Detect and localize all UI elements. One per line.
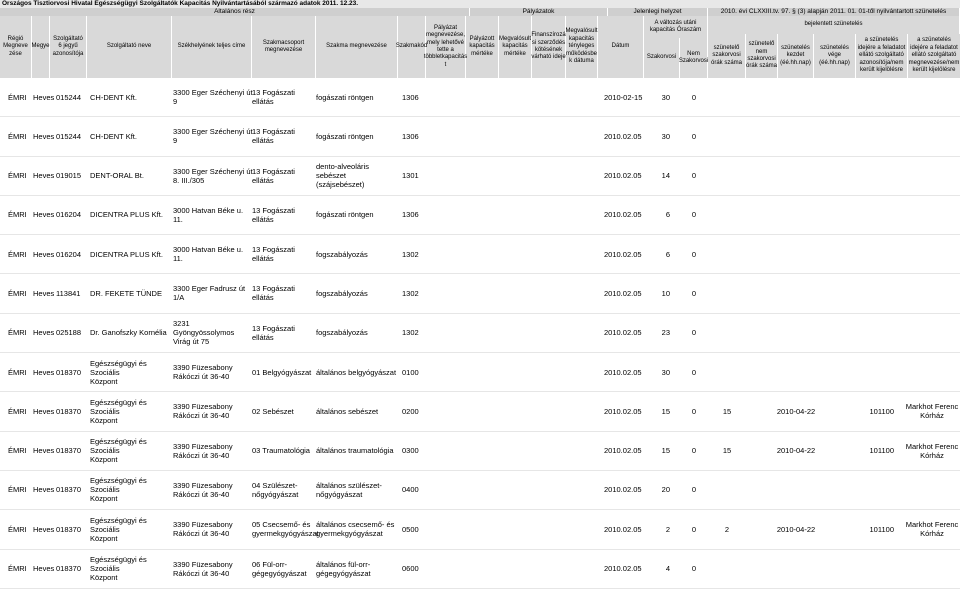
cell-specialty-group: 01 Belgyógyászat bbox=[252, 367, 312, 377]
cell-date: 2010.02.05 bbox=[604, 485, 642, 495]
cell-susp-specialist bbox=[708, 196, 746, 234]
cell-susp-start bbox=[776, 235, 816, 273]
col-suspension-group: bejelentett szünetelés bbox=[708, 16, 960, 34]
cell-region: ÉMRI bbox=[8, 524, 27, 534]
cell-susp-specialist bbox=[708, 471, 746, 509]
cell-specialty-code: 0500 bbox=[402, 524, 419, 534]
cell-substitute-code bbox=[858, 78, 894, 116]
cell-region: ÉMRI bbox=[8, 446, 27, 456]
col-susp-non-specialist: szünetelő nem szakorvosi órák száma bbox=[746, 34, 778, 78]
cell-date: 2010.02.05 bbox=[604, 131, 642, 141]
cell-region: ÉMRI bbox=[8, 249, 27, 259]
cell-provider-name: Egészségügyi és Szociális Központ bbox=[90, 437, 147, 465]
cell-provider-name: Egészségügyi és Szociális Központ bbox=[90, 397, 147, 425]
cell-address: 3390 Füzesabony Rákóczi út 36-40 bbox=[173, 441, 233, 460]
cell-specialty-group: 13 Fogászati ellátás bbox=[252, 205, 295, 224]
group-general: Általános rész bbox=[0, 8, 470, 16]
group-current: Jelenlegi helyzet bbox=[608, 8, 708, 16]
cell-specialty-group: 05 Csecsemő- és gyermekgyógyászat bbox=[252, 520, 319, 539]
cell-address: 3231 Gyöngyössolymos Virág út 75 bbox=[173, 319, 235, 347]
cell-substitute-name: Markhot Ferenc Kórház bbox=[905, 520, 959, 539]
cell-specialty-code: 0100 bbox=[402, 367, 419, 377]
cell-susp-start bbox=[776, 353, 816, 391]
cell-region: ÉMRI bbox=[8, 564, 27, 574]
cell-provider-id: 018370 bbox=[56, 524, 82, 534]
col-hours-group: A változás utáni kapacitás Óraszám bbox=[644, 16, 708, 38]
cell-susp-start: 2010-04-22 bbox=[776, 524, 816, 534]
cell-provider-name: DICENTRA PLUS Kft. bbox=[90, 210, 163, 220]
cell-county: Heves bbox=[33, 406, 55, 416]
cell-substitute-name bbox=[904, 274, 960, 312]
cell-specialist-hours: 6 bbox=[665, 210, 670, 220]
cell-region: ÉMRI bbox=[8, 171, 27, 181]
cell-address: 3390 Füzesabony Rákóczi út 36-40 bbox=[173, 402, 233, 421]
col-financing-date: Finanszírozá si szerződés kötésének várható ideje bbox=[532, 16, 566, 78]
cell-non-specialist-hours: 0 bbox=[691, 288, 696, 298]
cell-specialty-code: 0200 bbox=[402, 406, 419, 416]
cell-specialty-code: 1302 bbox=[402, 288, 419, 298]
cell-susp-start bbox=[776, 117, 816, 155]
table-row bbox=[0, 78, 960, 117]
cell-specialist-hours: 4 bbox=[665, 564, 670, 574]
cell-county: Heves bbox=[33, 131, 55, 141]
cell-address: 3390 Füzesabony Rákóczi út 36-40 bbox=[173, 520, 233, 539]
cell-non-specialist-hours: 0 bbox=[691, 406, 696, 416]
col-realized-capacity: Megvalósult kapacitás mértéke bbox=[499, 16, 532, 78]
cell-non-specialist-hours: 0 bbox=[691, 249, 696, 259]
cell-specialty-group: 03 Traumatológia bbox=[252, 446, 310, 456]
cell-specialty-name: fogszabályozás bbox=[316, 288, 368, 298]
cell-county: Heves bbox=[33, 249, 55, 259]
cell-date: 2010.02.05 bbox=[604, 249, 642, 259]
col-county: Megye bbox=[32, 16, 50, 78]
cell-substitute-code bbox=[858, 117, 894, 155]
cell-substitute-code bbox=[858, 196, 894, 234]
cell-provider-name: DICENTRA PLUS Kft. bbox=[90, 249, 163, 259]
cell-provider-id: 019015 bbox=[56, 171, 82, 181]
cell-substitute-name bbox=[904, 235, 960, 273]
cell-specialist-hours: 2 bbox=[665, 524, 670, 534]
cell-provider-id: 015244 bbox=[56, 131, 82, 141]
cell-address: 3390 Füzesabony Rákóczi út 36-40 bbox=[173, 480, 233, 499]
cell-substitute-code bbox=[858, 157, 894, 195]
cell-provider-name: Egészségügyi és Szociális Központ bbox=[90, 555, 147, 583]
cell-provider-id: 016204 bbox=[56, 210, 82, 220]
cell-provider-name: Dr. Ganofszky Kornélia bbox=[90, 328, 167, 338]
cell-susp-start bbox=[776, 314, 816, 352]
cell-substitute-name bbox=[904, 78, 960, 116]
cell-region: ÉMRI bbox=[8, 406, 27, 416]
cell-non-specialist-hours: 0 bbox=[691, 131, 696, 141]
cell-address: 3300 Eger Széchenyi út 8. III./305 bbox=[173, 166, 253, 185]
cell-date: 2010.02.05 bbox=[604, 446, 642, 456]
cell-non-specialist-hours: 0 bbox=[691, 328, 696, 338]
cell-substitute-code: 101100 bbox=[869, 524, 894, 534]
cell-substitute-name bbox=[904, 157, 960, 195]
cell-susp-specialist bbox=[708, 157, 746, 195]
cell-susp-start bbox=[776, 157, 816, 195]
cell-susp-specialist bbox=[708, 117, 746, 155]
cell-specialist-hours: 20 bbox=[661, 485, 670, 495]
cell-provider-id: 018370 bbox=[56, 446, 82, 456]
cell-susp-specialist: 2 bbox=[724, 524, 730, 534]
cell-specialty-name: fogszabályozás bbox=[316, 249, 368, 259]
cell-non-specialist-hours: 0 bbox=[691, 367, 696, 377]
cell-substitute-name bbox=[904, 353, 960, 391]
col-region: Régió Megneve zése bbox=[0, 16, 32, 78]
column-header bbox=[0, 16, 960, 78]
cell-specialty-group: 02 Sebészet bbox=[252, 406, 294, 416]
table-row bbox=[0, 510, 960, 549]
cell-non-specialist-hours: 0 bbox=[691, 564, 696, 574]
cell-county: Heves bbox=[33, 171, 55, 181]
cell-susp-specialist bbox=[708, 235, 746, 273]
col-real-start: Megvalósult kapacitás tényleges működésbe k dátuma bbox=[566, 16, 598, 78]
group-law: 2010. évi CLXXIII.tv. 97. § (3) alapján 2011. 01. 01-től nyilvántartott szünetelés bbox=[708, 8, 960, 16]
cell-provider-id: 018370 bbox=[56, 485, 82, 495]
cell-county: Heves bbox=[33, 288, 55, 298]
cell-specialty-name: általános sebészet bbox=[316, 406, 379, 416]
table-row bbox=[0, 353, 960, 392]
cell-non-specialist-hours: 0 bbox=[691, 524, 696, 534]
cell-susp-start bbox=[776, 274, 816, 312]
cell-date: 2010-02-15 bbox=[604, 92, 643, 102]
cell-substitute-code bbox=[858, 235, 894, 273]
cell-county: Heves bbox=[33, 564, 55, 574]
cell-date: 2010.02.05 bbox=[604, 406, 642, 416]
cell-region: ÉMRI bbox=[8, 131, 27, 141]
cell-date: 2010.02.05 bbox=[604, 288, 642, 298]
cell-specialty-name: fogszabályozás bbox=[316, 328, 368, 338]
cell-specialty-code: 1306 bbox=[402, 131, 419, 141]
cell-specialty-code: 0600 bbox=[402, 564, 419, 574]
cell-susp-start bbox=[776, 471, 816, 509]
cell-substitute-name bbox=[904, 314, 960, 352]
col-specialist: Szakorvosi bbox=[644, 38, 680, 78]
cell-provider-name: DR. FEKETE TÜNDE bbox=[90, 288, 162, 298]
document-title: Országos Tisztiorvosi Hivatal Egészségügyi Szolgáltatók Kapacitás Nyilvántartásából származó adatok 2011. 12.23. bbox=[0, 0, 960, 8]
cell-address: 3000 Hatvan Béke u. 11. bbox=[173, 205, 244, 224]
cell-specialty-name: általános csecsemő- és gyermekgyógyászat bbox=[316, 520, 395, 539]
cell-provider-name: CH-DENT Kft. bbox=[90, 131, 137, 141]
cell-region: ÉMRI bbox=[8, 328, 27, 338]
cell-county: Heves bbox=[33, 485, 55, 495]
table-row bbox=[0, 274, 960, 313]
cell-specialty-name: fogászati röntgen bbox=[316, 131, 374, 141]
cell-specialist-hours: 30 bbox=[661, 131, 670, 141]
cell-specialty-name: fogászati röntgen bbox=[316, 92, 374, 102]
cell-specialist-hours: 30 bbox=[661, 367, 670, 377]
cell-region: ÉMRI bbox=[8, 367, 27, 377]
cell-date: 2010.02.05 bbox=[604, 367, 642, 377]
cell-specialty-code: 1306 bbox=[402, 92, 419, 102]
cell-address: 3390 Füzesabony Rákóczi út 36-40 bbox=[173, 559, 233, 578]
cell-county: Heves bbox=[33, 328, 55, 338]
cell-specialty-name: dento-alveoláris sebészet (szájsebészet) bbox=[316, 162, 369, 190]
table-row bbox=[0, 196, 960, 235]
col-provider-name: Szolgáltató neve bbox=[87, 16, 172, 78]
cell-specialty-name: általános traumatológia bbox=[316, 446, 394, 456]
cell-susp-specialist: 15 bbox=[722, 406, 732, 416]
col-tender-name: Pályázat megnevezése, mely lehetővé tette a többletkapacitás t bbox=[426, 16, 466, 78]
cell-substitute-name bbox=[904, 196, 960, 234]
col-tender-capacity: Pályázott kapacitás mértéke bbox=[466, 16, 499, 78]
cell-county: Heves bbox=[33, 367, 55, 377]
cell-substitute-code bbox=[858, 274, 894, 312]
cell-address: 3300 Eger Széchenyi út 9 bbox=[173, 127, 253, 146]
cell-substitute-code bbox=[858, 471, 894, 509]
cell-provider-name: Egészségügyi és Szociális Központ bbox=[90, 515, 147, 543]
cell-substitute-code bbox=[858, 353, 894, 391]
cell-substitute-name bbox=[904, 117, 960, 155]
cell-specialty-group: 04 Szülészet- nőgyógyászat bbox=[252, 480, 299, 499]
cell-specialty-name: fogászati röntgen bbox=[316, 210, 374, 220]
col-specialty-code: Szakmakód bbox=[398, 16, 426, 78]
cell-specialty-code: 0400 bbox=[402, 485, 419, 495]
group-tenders: Pályázatok bbox=[470, 8, 608, 16]
data-table bbox=[0, 78, 960, 589]
cell-susp-start: 2010-04-22 bbox=[776, 406, 816, 416]
cell-specialist-hours: 15 bbox=[661, 406, 670, 416]
table-row bbox=[0, 392, 960, 431]
cell-specialty-name: általános szülészet- nőgyógyászat bbox=[316, 480, 382, 499]
cell-non-specialist-hours: 0 bbox=[691, 171, 696, 181]
col-susp-start: szünetelés kezdet (éé.hh.nap) bbox=[778, 34, 814, 78]
cell-specialty-group: 13 Fogászati ellátás bbox=[252, 127, 295, 146]
cell-specialty-group: 13 Fogászati ellátás bbox=[252, 245, 295, 264]
cell-county: Heves bbox=[33, 210, 55, 220]
cell-substitute-code: 101100 bbox=[869, 446, 894, 456]
cell-date: 2010.02.05 bbox=[604, 524, 642, 534]
cell-substitute-name: Markhot Ferenc Kórház bbox=[905, 441, 959, 460]
cell-substitute-code bbox=[858, 550, 894, 588]
cell-specialist-hours: 6 bbox=[665, 249, 670, 259]
col-non-specialist: Nem Szakorvosi bbox=[680, 38, 708, 78]
cell-non-specialist-hours: 0 bbox=[691, 446, 696, 456]
cell-susp-specialist bbox=[708, 314, 746, 352]
cell-substitute-name bbox=[904, 550, 960, 588]
cell-susp-specialist bbox=[708, 550, 746, 588]
cell-region: ÉMRI bbox=[8, 485, 27, 495]
table-row bbox=[0, 314, 960, 353]
col-date: Dátum bbox=[598, 16, 644, 78]
cell-address: 3390 Füzesabony Rákóczi út 36-40 bbox=[173, 363, 233, 382]
cell-substitute-code: 101100 bbox=[869, 406, 894, 416]
col-susp-end: szünetelés vége (éé.hh.nap) bbox=[814, 34, 856, 78]
cell-date: 2010.02.05 bbox=[604, 328, 642, 338]
cell-susp-specialist: 15 bbox=[722, 446, 732, 456]
table-row bbox=[0, 235, 960, 274]
cell-specialty-group: 13 Fogászati ellátás bbox=[252, 284, 295, 303]
cell-provider-name: DENT-ORAL Bt. bbox=[90, 171, 144, 181]
col-address: Székhelyének teljes címe bbox=[172, 16, 252, 78]
cell-region: ÉMRI bbox=[8, 92, 27, 102]
header-group-row bbox=[0, 8, 960, 16]
cell-specialist-hours: 30 bbox=[661, 92, 670, 102]
cell-provider-id: 015244 bbox=[56, 92, 82, 102]
cell-non-specialist-hours: 0 bbox=[691, 210, 696, 220]
cell-provider-id: 018370 bbox=[56, 367, 82, 377]
cell-specialty-name: általános belgyógyászat bbox=[316, 367, 397, 377]
cell-susp-start: 2010-04-22 bbox=[776, 446, 816, 456]
cell-specialist-hours: 23 bbox=[661, 328, 670, 338]
cell-specialty-name: általános fül-orr- gégegyógyászat bbox=[316, 559, 371, 578]
col-specialty-name: Szakma megnevezése bbox=[316, 16, 398, 78]
col-susp-specialist: szünetelő szakorvosi órák száma bbox=[708, 34, 746, 78]
cell-specialist-hours: 10 bbox=[661, 288, 670, 298]
cell-provider-name: Egészségügyi és Szociális Központ bbox=[90, 358, 147, 386]
cell-address: 3300 Eger Fadrusz út 1/A bbox=[173, 284, 246, 303]
cell-region: ÉMRI bbox=[8, 288, 27, 298]
cell-region: ÉMRI bbox=[8, 210, 27, 220]
cell-specialist-hours: 15 bbox=[661, 446, 670, 456]
cell-specialty-group: 13 Fogászati ellátás bbox=[252, 88, 295, 106]
cell-county: Heves bbox=[33, 92, 55, 102]
table-row bbox=[0, 157, 960, 196]
cell-county: Heves bbox=[33, 446, 55, 456]
cell-specialist-hours: 14 bbox=[661, 171, 670, 181]
col-specialty-group: Szakmacsoport megnevezése bbox=[252, 16, 316, 78]
cell-provider-id: 018370 bbox=[56, 564, 82, 574]
table-row bbox=[0, 550, 960, 589]
cell-provider-id: 113841 bbox=[56, 288, 81, 298]
cell-susp-start bbox=[776, 550, 816, 588]
cell-specialty-code: 1306 bbox=[402, 210, 419, 220]
cell-specialty-code: 0300 bbox=[402, 446, 419, 456]
cell-susp-start bbox=[776, 196, 816, 234]
cell-substitute-name bbox=[904, 471, 960, 509]
cell-provider-id: 025188 bbox=[56, 328, 82, 338]
cell-substitute-code bbox=[858, 314, 894, 352]
cell-non-specialist-hours: 0 bbox=[691, 92, 696, 102]
cell-provider-name: CH-DENT Kft. bbox=[90, 92, 137, 102]
cell-county: Heves bbox=[33, 524, 55, 534]
cell-specialty-group: 13 Fogászati ellátás bbox=[252, 166, 295, 185]
cell-non-specialist-hours: 0 bbox=[691, 485, 696, 495]
cell-susp-specialist bbox=[708, 274, 746, 312]
col-substitute-provider-code: a szünetelés idejére a feladatot ellátó szolgáltató azonosítója/nem került kijelölésre bbox=[856, 34, 908, 78]
cell-specialty-code: 1302 bbox=[402, 328, 419, 338]
cell-provider-id: 018370 bbox=[56, 406, 82, 416]
table-row bbox=[0, 432, 960, 471]
cell-date: 2010.02.05 bbox=[604, 210, 642, 220]
cell-specialty-code: 1301 bbox=[402, 171, 419, 181]
cell-address: 3300 Eger Széchenyi út 9 bbox=[173, 88, 253, 106]
cell-provider-name: Egészségügyi és Szociális Központ bbox=[90, 476, 147, 504]
cell-date: 2010.02.05 bbox=[604, 564, 642, 574]
cell-address: 3000 Hatvan Béke u. 11. bbox=[173, 245, 244, 264]
table-row bbox=[0, 117, 960, 156]
cell-provider-id: 016204 bbox=[56, 249, 82, 259]
cell-specialty-group: 13 Fogászati ellátás bbox=[252, 323, 295, 342]
cell-susp-specialist bbox=[708, 78, 746, 116]
table-row bbox=[0, 471, 960, 510]
col-provider-id: Szolgáltató 6 jegyű azonosítója bbox=[50, 16, 87, 78]
col-substitute-provider-name: a szünetelés idejére a feladatot ellátó szolgáltató megnevezése/nem került kijelölésre bbox=[908, 37, 960, 74]
cell-date: 2010.02.05 bbox=[604, 171, 642, 181]
cell-susp-specialist bbox=[708, 353, 746, 391]
cell-specialty-code: 1302 bbox=[402, 249, 419, 259]
cell-specialty-group: 06 Fül-orr- gégegyógyászat bbox=[252, 559, 307, 578]
cell-substitute-name: Markhot Ferenc Kórház bbox=[905, 402, 959, 421]
cell-susp-start bbox=[776, 78, 816, 116]
